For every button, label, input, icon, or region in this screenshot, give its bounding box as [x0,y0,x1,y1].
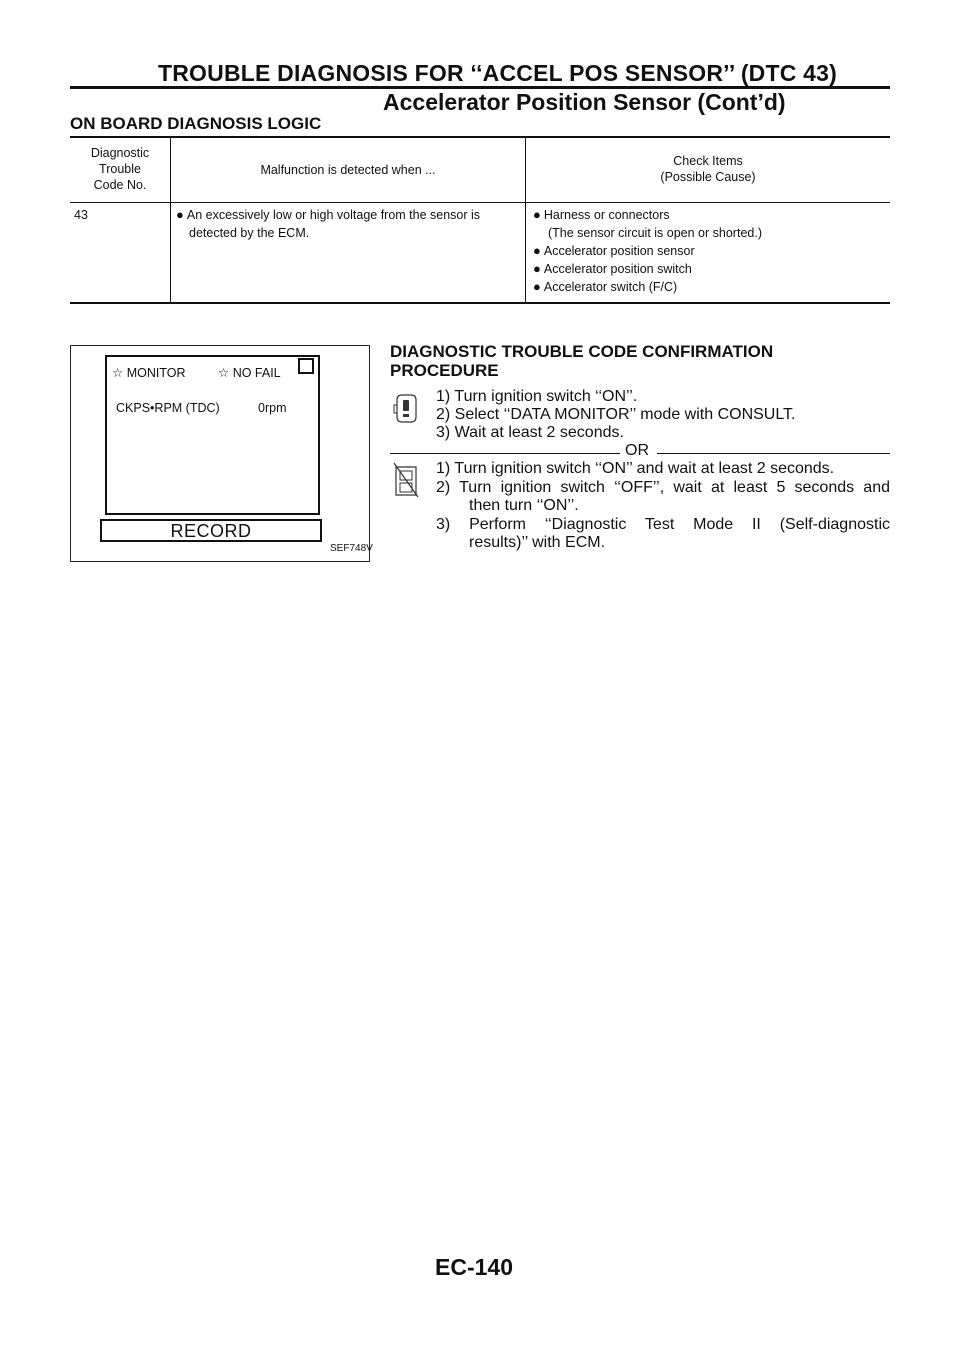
list-item: ● Accelerator position switch [533,261,692,276]
star-icon: ☆ [112,366,124,380]
section-title-dtc-procedure-cont: PROCEDURE [390,361,499,380]
checkbox-icon [298,358,314,374]
ecm-step-cont: then turn ‘‘ON’’. [469,497,579,514]
ecm-icon [392,461,420,499]
table-cell-code: 43 [74,208,88,222]
consult-icon [392,391,420,425]
list-item: (The sensor circuit is open or shorted.) [548,226,762,240]
record-button: RECORD [100,519,322,542]
ecm-step: 1) Turn ignition switch ‘‘ON’’ and wait at least 2 seconds. [436,460,835,477]
table-top-rule [70,136,890,138]
or-divider-label: OR [625,442,649,459]
table-cell-malfunction: ● An excessively low or high voltage from the sensor is detected by the ECM. [176,207,481,240]
or-divider-left [390,453,620,454]
table-bottom-rule [70,302,890,304]
ecm-step-cont: results)’’ with ECM. [469,534,606,551]
section-title-dtc-procedure: DIAGNOSTIC TROUBLE CODE CONFIRMATION [390,342,774,361]
table-header-check-items: Check Items (Possible Cause) [660,154,756,184]
page-header-title: TROUBLE DIAGNOSIS FOR ‘‘ACCEL POS SENSOR’’ (DTC 43) [158,60,837,86]
or-divider-right [657,453,890,454]
figure-id: SEF748V [330,543,373,554]
monitor-item-label: CKPS•RPM (TDC) [116,401,220,415]
page-number: EC-140 [435,1254,513,1280]
table-cell-check-items [533,206,888,296]
star-icon: ☆ [218,366,230,380]
monitor-item-value: 0rpm [258,401,287,415]
consult-step: 2) Select ‘‘DATA MONITOR’’ mode with CONSULT. [436,406,796,423]
consult-step: 1) Turn ignition switch ‘‘ON’’. [436,388,638,405]
list-item: ● Accelerator switch (F/C) [533,279,678,294]
list-item: ● Accelerator position sensor [533,243,695,258]
section-title-obd-logic: ON BOARD DIAGNOSIS LOGIC [70,114,322,133]
consult-step: 3) Wait at least 2 seconds. [436,424,624,441]
page-header-subtitle: Accelerator Position Sensor (Cont’d) [383,89,786,115]
monitor-label: ☆ MONITOR [112,366,186,380]
list-item: ● Harness or connectors [533,207,670,222]
table-header-rule [70,202,890,203]
no-fail-status: ☆ NO FAIL [218,366,281,380]
table-header-code: Diagnostic Trouble Code No. [90,146,150,192]
ecm-step: 3) Perform ‘‘Diagnostic Test Mode II (Self-diagnostic [436,516,890,533]
table-header-malfunction: Malfunction is detected when ... [260,163,436,177]
ecm-step: 2) Turn ignition switch ‘‘OFF’’, wait at least 5 seconds and [436,479,890,496]
